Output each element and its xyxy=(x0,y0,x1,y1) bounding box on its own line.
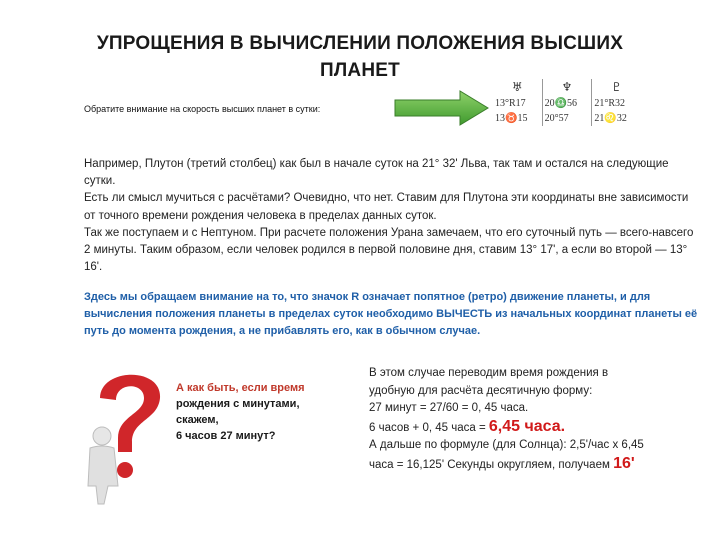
question-line: скажем, xyxy=(176,414,219,426)
pluto-symbol: ♇ xyxy=(592,79,641,96)
calc-text: часа = 16,125' Секунды округляем, получаем xyxy=(369,458,614,471)
calc-line xyxy=(369,455,699,475)
calc-line xyxy=(369,418,699,438)
calculation-block xyxy=(369,365,699,474)
right-arrow-icon xyxy=(394,90,490,126)
result-minutes: 16' xyxy=(613,454,635,472)
explanation-paragraph xyxy=(84,156,694,276)
ephemeris-cell: 13°R17 xyxy=(495,98,526,109)
calc-line: В этом случае переводим время рождения в xyxy=(369,367,609,379)
question-block xyxy=(176,380,336,444)
ephemeris-cell: 13♉15 xyxy=(495,113,528,124)
neptune-symbol: ♆ xyxy=(542,79,592,96)
calc-line: удобную для расчёта десятичную форму: xyxy=(369,384,593,397)
ephemeris-row xyxy=(493,111,641,126)
calc-line: А дальше по формуле (для Солнца): 2,5'/час х 6,45 xyxy=(369,439,644,451)
ephemeris-cell: 21♌32 xyxy=(592,111,641,126)
title-line-1: УПРОЩЕНИЯ В ВЫЧИСЛЕНИИ ПОЛОЖЕНИЯ ВЫСШИХ xyxy=(96,33,624,54)
page-title xyxy=(30,30,690,84)
question-line: 6 часов 27 минут? xyxy=(176,430,276,442)
retro-note: Здесь мы обращаем внимание на то, что значок R означает попятное (ретро) движение планеты, и для вычисления положения планеты в пределах суток необходимо ВЫЧЕСТЬ из начальных координат планеты её путь до момента рождения, а не прибавлять его, как в обычном случае. xyxy=(84,291,698,337)
title-line-2: ПЛАНЕТ xyxy=(320,60,400,81)
ephemeris-cell: 20°57 xyxy=(542,111,592,126)
calc-line: 27 минут = 27/60 = 0, 45 часа. xyxy=(369,402,529,414)
ephemeris-header-row xyxy=(493,79,641,96)
result-hours: 6,45 часа. xyxy=(488,417,566,435)
paragraph-line: Например, Плутон (третий столбец) как был в начале суток на 21° 32' Льва, так там и остался на следующие сутки. xyxy=(84,158,669,188)
paragraph-line: Есть ли смысл мучиться с расчётами? Очевидно, что нет. Ставим для Плутона эти координаты вне зависимости от точного времени рождения человека в пределах данных суток. xyxy=(84,192,689,222)
speed-note: Обратите внимание на скорость высших планет в сутки: xyxy=(84,104,321,114)
ephemeris-table xyxy=(493,79,641,126)
ephemeris-cell: 21°R32 xyxy=(592,96,641,111)
ephemeris-cell: 20♎56 xyxy=(542,96,592,111)
question-line: рождения с минутами, xyxy=(176,398,300,410)
question-line: А как быть, если время xyxy=(176,382,305,394)
uranus-symbol: ♅ xyxy=(511,80,523,94)
paragraph-line: Так же поступаем и с Нептуном. При расчете положения Урана замечаем, что его суточный путь — всего-навсего 2 минуты. Таким образом, если человек родился в первой половине дня, ставим 13° 17', а если во второй — 13° 16'. xyxy=(84,226,694,274)
ephemeris-row xyxy=(493,96,641,111)
question-mark-figure-icon xyxy=(80,358,172,508)
calc-text: 6 часов + 0, 45 часа = xyxy=(369,421,489,434)
